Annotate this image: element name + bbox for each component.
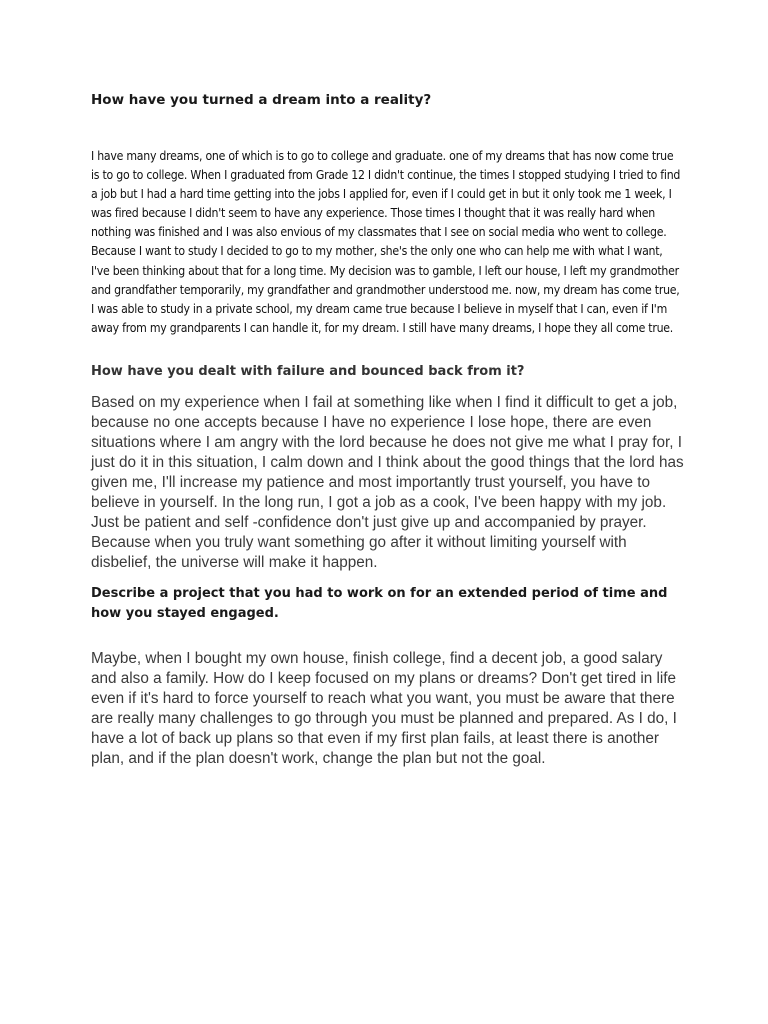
answer-paragraph-1: I have many dreams, one of which is to go to college and graduate. one of my dreams that has now come true is to go to college. When I graduated from Grade 12 I didn't continue, the times I stopped studying I tried to find a job but I had a hard time getting into the jobs I applied for, even if I could get in but it only took me 1 week, I was fired because I didn't seem to have any experience. Those times I thought that it was really hard when nothing was finished and I was also envious of my classmates that I see on social media who went to college. Because I want to study I decided to go to my mother, she's the only one who can help me with what I want, I've been thinking about that for a long time. My decision was to gamble, I left our house, I left my grandmother and grandfather temporarily, my grandfather and grandmother understood me. now, my dream has come true, I was able to study in a private school, my dream came true because I believe in myself that I can, even if I'm away from my grandparents I can handle it, for my dream. I still have many dreams, I hope they all come true. bbox=[91, 149, 681, 335]
question-heading-3: Describe a project that you had to work on for an extended period of time and how you stayed engaged. bbox=[91, 586, 668, 621]
question-heading-2: How have you dealt with failure and bounced back from it? bbox=[91, 364, 525, 379]
answer-paragraph-3: Maybe, when I bought my own house, finish college, find a decent job, a good salary and also a family. How do I keep focused on my plans or dreams? Don't get tired in life even if it's hard to force yourself to reach what you want, you must be aware that there are really many challenges to go through you must be planned and prepared. As I do, I have a lot of back up plans so that even if my first plan fails, at least there is another plan, and if the plan doesn't work, change the plan but not the goal. bbox=[91, 650, 677, 767]
question-heading-1: How have you turned a dream into a reality? bbox=[91, 92, 432, 108]
answer-paragraph-2: Based on my experience when I fail at something like when I find it difficult to get a job, because no one accepts because I have no experience I lose hope, there are even situations where I am angry with the lord because he does not give me what I pray for, I just do it in this situation, I calm down and I think about the good things that the lord has given me, I'll increase my patience and most importantly trust yourself, you have to believe in yourself. In the long run, I got a job as a cook, I've been happy with my job. Just be patient and self -confidence don't just give up and accompanied by prayer. Because when you truly want something go after it without limiting yourself with disbelief, the universe will make it happen. bbox=[91, 394, 684, 571]
